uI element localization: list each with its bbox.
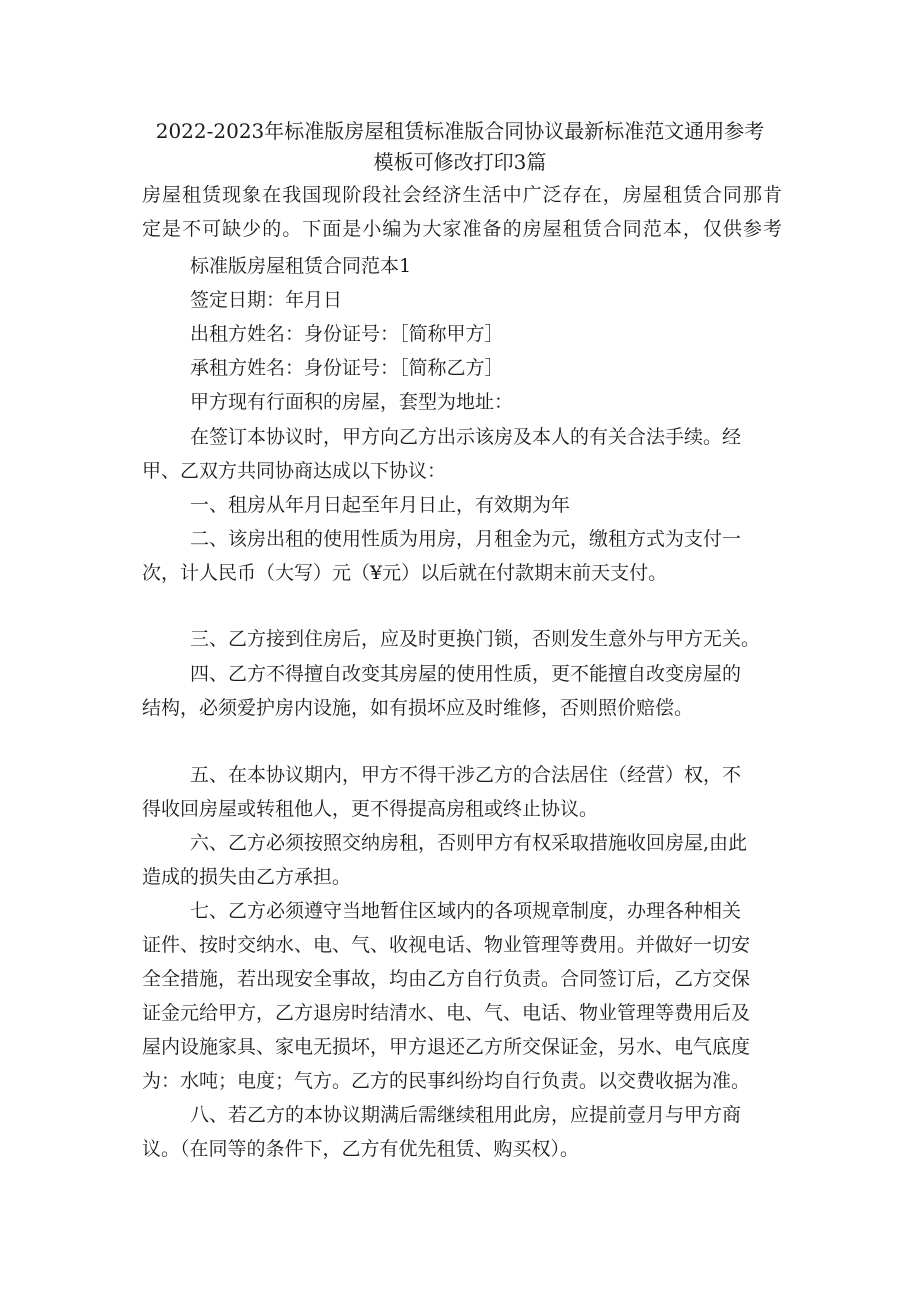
document-title-line-1: 2022-2023年标准版房屋租赁标准版合同协议最新标准范文通用参考 <box>155 119 765 143</box>
preamble-line-2: 甲、乙双方共同协商达成以下协议： <box>142 460 447 482</box>
clause-7-line-3: 全全措施，若出现安全事故，均由乙方自行负责。合同签订后，乙方交保 <box>142 968 751 990</box>
lessor-field: 出租方姓名：身份证号：［简称甲方］ <box>190 323 504 345</box>
clause-5-line-2: 得收回房屋或转租他人，更不得提高房租或终止协议。 <box>142 798 599 820</box>
lessee-field: 承租方姓名：身份证号：［简称乙方］ <box>190 357 504 379</box>
clause-7-line-2: 证件、按时交纳水、电、气、收视电话、物业管理等费用。并做好一切安 <box>142 934 751 956</box>
clause-7-line-6: 为：水吨；电度；气方。乙方的民事纠纷均自行负责。以交费收据为准。 <box>142 1070 751 1092</box>
clause-4-line-1: 四、乙方不得擅自改变其房屋的使用性质，更不能擅自改变房屋的 <box>190 663 742 685</box>
document-title-line-2: 模板可修改打印3篇 <box>373 150 547 174</box>
clause-2-line-1: 二、该房出租的使用性质为用房，月租金为元，缴租方式为支付一 <box>190 528 742 550</box>
clause-1-line-1: 一、租房从年月日起至年月日止，有效期为年 <box>190 494 571 516</box>
clause-6-line-1: 六、乙方必须按照交纳房租，否则甲方有权采取措施收回房屋,由此 <box>190 832 748 854</box>
section-heading: 标准版房屋租赁合同范本1 <box>190 255 412 277</box>
clause-8-line-1: 八、若乙方的本协议期满后需继续租用此房，应提前壹月与甲方商 <box>190 1104 742 1126</box>
property-field: 甲方现有行面积的房屋，套型为地址： <box>190 391 514 413</box>
intro-line-2: 定是不可缺少的。下面是小编为大家准备的房屋租赁合同范本，仅供参考 <box>142 218 782 240</box>
clause-8-line-2: 议。（在同等的条件下，乙方有优先租赁、购买权）。 <box>142 1138 580 1160</box>
clause-6-line-2: 造成的损失由乙方承担。 <box>142 866 352 888</box>
sign-date-field: 签定日期：年月日 <box>190 289 343 311</box>
clause-7-line-4: 证金元给甲方，乙方退房时结清水、电、气、电话、物业管理等费用后及 <box>142 1002 751 1024</box>
clause-4-line-2: 结构，必须爱护房内设施，如有损坏应及时维修，否则照价赔偿。 <box>142 697 694 719</box>
intro-line-1: 房屋租赁现象在我国现阶段社会经济生活中广泛存在，房屋租赁合同那肯 <box>142 184 782 206</box>
preamble-line-1: 在签订本协议时，甲方向乙方出示该房及本人的有关合法手续。经 <box>190 426 742 448</box>
clause-5-line-1: 五、在本协议期内，甲方不得干涉乙方的合法居住（经营）权，不 <box>190 764 742 786</box>
clause-3-line-1: 三、乙方接到住房后，应及时更换门锁，否则发生意外与甲方无关。 <box>190 628 761 650</box>
clause-7-line-5: 屋内设施家具、家电无损坏，甲方退还乙方所交保证金，另水、电气底度 <box>142 1036 751 1058</box>
clause-7-line-1: 七、乙方必须遵守当地暂住区域内的各项规章制度，办理各种相关 <box>190 900 742 922</box>
clause-2-line-2: 次，计人民币（大写）元（¥元）以后就在付款期末前天支付。 <box>142 562 668 584</box>
